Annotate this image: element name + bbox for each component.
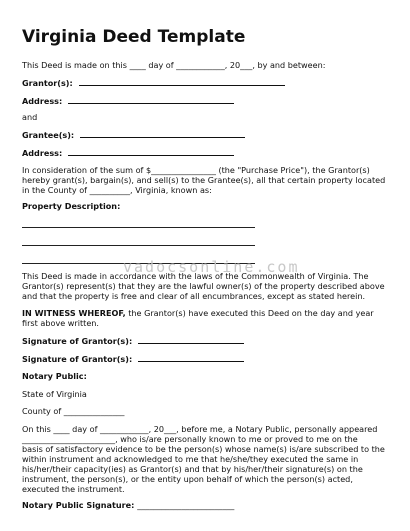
address-row-2 (22, 147, 234, 158)
signature-grantor-blank-1[interactable] (138, 335, 244, 344)
accordance-line-2: Grantor(s) represent(s) that they are the lawful owner(s) of the property described above (22, 281, 385, 291)
grantee-label: Grantee(s): (22, 130, 75, 140)
signature-grantor-blank-2[interactable] (138, 353, 244, 362)
witness-bold: IN WITNESS WHEREOF, (22, 308, 126, 318)
and-text: and (22, 112, 38, 122)
accordance-line-3: and that the property is free and clear of all encumbrances, except as stated herein. (22, 291, 366, 301)
witness-rest: the Grantor(s) have executed this Deed on the day and year (125, 308, 374, 318)
notary-paragraph-line-1: On this ____ day of ____________, 20___, before me, a Notary Public, personally appeared (22, 424, 378, 434)
grantee-row (22, 129, 245, 140)
notary-paragraph-line-7: executed the instrument. (22, 484, 125, 494)
consideration-line-2: hereby grant(s), bargain(s), and sell(s) to the Grantee(s), all that certain property located (22, 175, 386, 185)
witness-line-1 (22, 308, 374, 318)
state-text: State of Virginia (22, 389, 87, 399)
consideration-line-3: in the County of __________, Virginia, known as: (22, 185, 212, 195)
address-blank-2[interactable] (68, 147, 234, 156)
notary-paragraph-line-4: within instrument and acknowledged to me that he/she/they executed the same in (22, 454, 359, 464)
address-blank-1[interactable] (68, 95, 234, 104)
property-description-label: Property Description: (22, 201, 121, 211)
grantor-label: Grantor(s): (22, 78, 73, 88)
address-label-2: Address: (22, 148, 63, 158)
notary-paragraph-line-3: basis of satisfactory evidence to be the person(s) whose name(s) is/are subscribed to the (22, 444, 385, 454)
signature-grantor-label-2: Signature of Grantor(s): (22, 354, 133, 364)
witness-line-2: first above written. (22, 318, 100, 328)
notary-paragraph-line-2: _______________________, who is/are personally known to me or proved to me on the (22, 434, 358, 444)
document-title: Virginia Deed Template (22, 27, 246, 47)
grantee-blank[interactable] (80, 129, 245, 138)
county-text: County of _______________ (22, 406, 125, 416)
signature-grantor-label-1: Signature of Grantor(s): (22, 336, 133, 346)
address-label-1: Address: (22, 96, 63, 106)
notary-paragraph-line-5: his/her/their capacity(ies) as Grantor(s) and that by his/her/their signature(s) on the (22, 464, 363, 474)
grantor-blank[interactable] (79, 77, 285, 86)
property-line-1[interactable] (22, 227, 255, 228)
intro-line: This Deed is made on this ____ day of ____________, 20___, by and between: (22, 60, 326, 70)
watermark: vadocsonline.com (123, 258, 300, 276)
notary-signature-label: Notary Public Signature: (22, 500, 135, 510)
accordance-line-1: This Deed is made in accordance with the laws of the Commonwealth of Virginia. The (22, 271, 369, 281)
signature-grantor-row-1 (22, 335, 244, 346)
notary-paragraph-line-6: instrument, the person(s), or the entity upon behalf of which the person(s) acted, (22, 474, 353, 484)
property-line-2[interactable] (22, 245, 255, 246)
grantor-row (22, 77, 285, 88)
address-row-1 (22, 95, 234, 106)
notary-signature-blank[interactable]: ________________________ (137, 500, 235, 510)
notary-public-label: Notary Public: (22, 371, 87, 381)
notary-signature-row (22, 500, 234, 510)
signature-grantor-row-2 (22, 353, 244, 364)
consideration-line-1: In consideration of the sum of $________________ (the "Purchase Price"), the Grantor(s) (22, 165, 370, 175)
